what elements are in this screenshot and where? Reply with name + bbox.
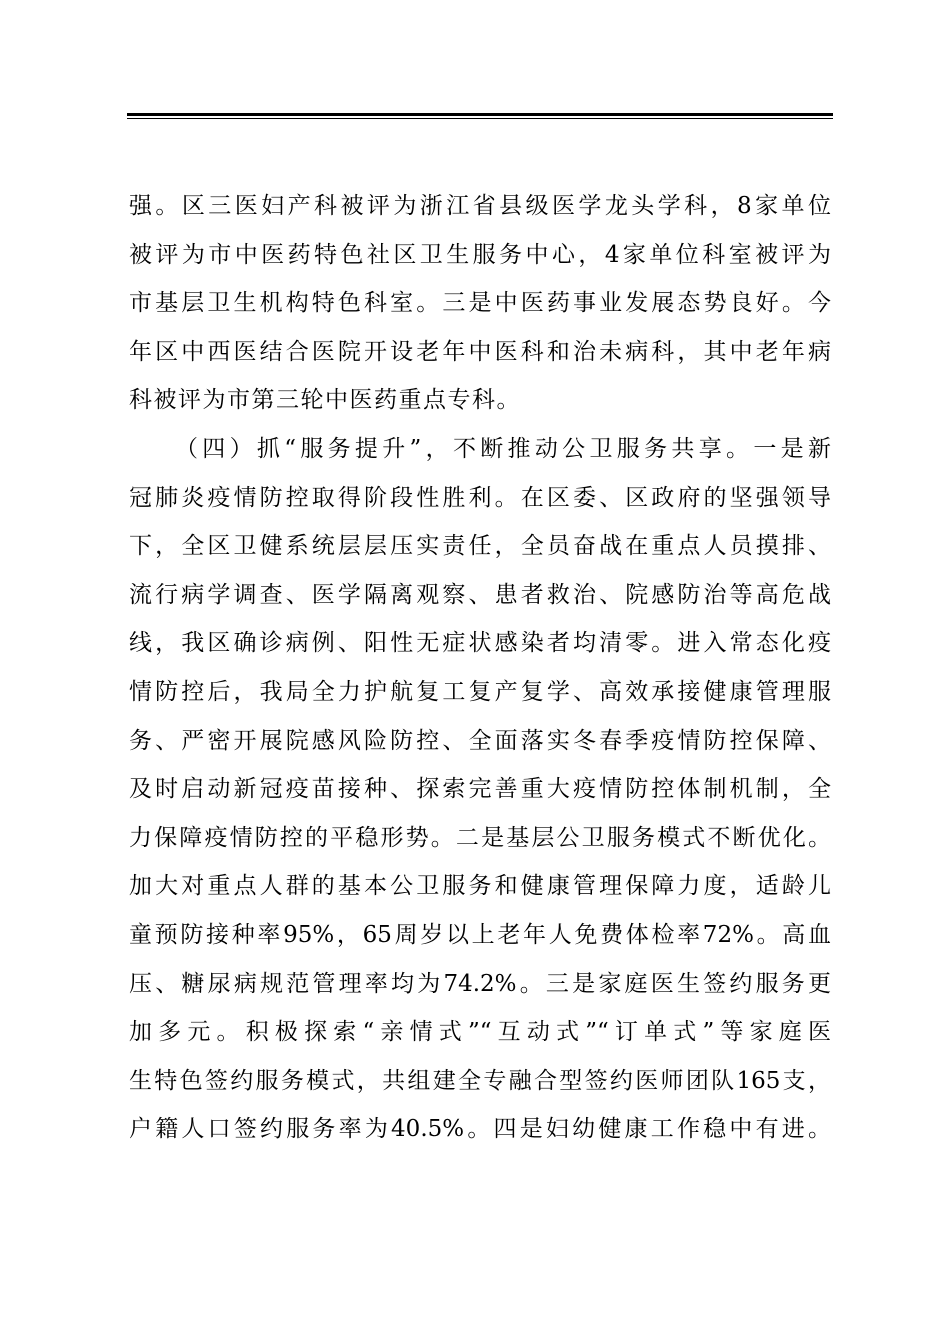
text-line: 流行病学调查、医学隔离观察、患者救治、院感防治等高危战 (129, 581, 831, 608)
text-line: 加多元。积极探索“亲情式”“互动式”“订单式”等家庭医 (129, 1019, 831, 1046)
document-body (129, 182, 831, 1154)
text-line: 力保障疫情防控的平稳形势。二是基层公卫服务模式不断优化。 (129, 824, 831, 851)
header-rule-thick (127, 113, 833, 116)
text-line: 年区中西医结合医院开设老年中医科和治未病科，其中老年病 (129, 338, 831, 365)
text-line: 生特色签约服务模式，共组建全专融合型签约医师团队165支， (129, 1067, 831, 1094)
text-line: 户籍人口签约服务率为40.5%。四是妇幼健康工作稳中有进。 (129, 1116, 831, 1143)
text-line: 加大对重点人群的基本公卫服务和健康管理保障力度，适龄儿 (129, 873, 831, 900)
text-line: 童预防接种率95%，65周岁以上老年人免费体检率72%。高血 (129, 921, 831, 948)
text-line: 强。区三医妇产科被评为浙江省县级医学龙头学科，8家单位 (129, 193, 831, 219)
text-line: 情防控后，我局全力护航复工复产复学、高效承接健康管理服 (129, 678, 831, 705)
header-double-rule (127, 113, 833, 120)
header-rule-thin (127, 118, 833, 119)
text-line-paragraph-start: （四）抓“服务提升”，不断推动公卫服务共享。一是新 (175, 435, 831, 462)
text-line: 及时启动新冠疫苗接种、探索完善重大疫情防控体制机制，全 (129, 776, 831, 803)
text-line: 务、严密开展院感风险防控、全面落实冬春季疫情防控保障、 (129, 727, 831, 754)
text-line: 下，全区卫健系统层层压实责任，全员奋战在重点人员摸排、 (129, 533, 831, 560)
text-line: 冠肺炎疫情防控取得阶段性胜利。在区委、区政府的坚强领导 (129, 484, 831, 511)
text-line: 被评为市中医药特色社区卫生服务中心，4家单位科室被评为 (129, 241, 831, 268)
text-line: 线，我区确诊病例、阳性无症状感染者均清零。进入常态化疫 (129, 630, 831, 657)
text-line-paragraph-end: 科被评为市第三轮中医药重点专科。 (129, 387, 521, 414)
text-line: 压、糖尿病规范管理率均为74.2%。三是家庭医生签约服务更 (129, 970, 831, 997)
text-line: 市基层卫生机构特色科室。三是中医药事业发展态势良好。今 (129, 290, 831, 317)
